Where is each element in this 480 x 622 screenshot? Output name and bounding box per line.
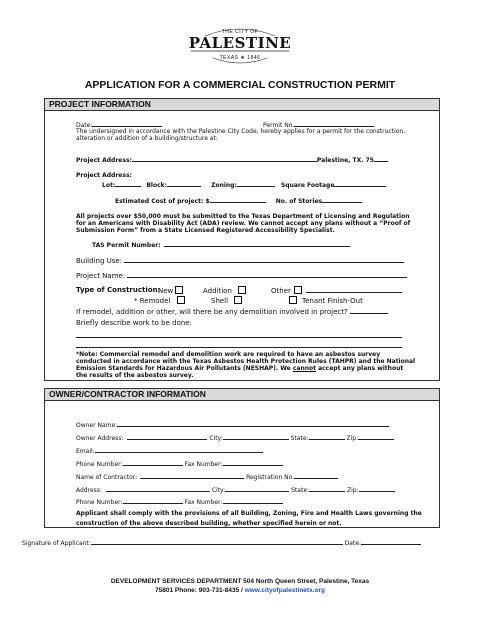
permit-label: Permit No. xyxy=(263,122,295,129)
signature-field[interactable] xyxy=(91,538,343,545)
owner-phone-row xyxy=(76,459,283,468)
construction-type-row xyxy=(76,286,160,294)
owner-fax-label: Fax Number: xyxy=(184,461,223,468)
page-title: APPLICATION FOR A COMMERCIAL CONSTRUCTION PERMIT xyxy=(84,79,396,91)
demolition-question: If remodel, addition or other, will there be any demolition involved in project? xyxy=(76,308,348,316)
type-new[interactable] xyxy=(158,286,183,295)
asbestos-note-part2: accept any plans without the results of the asbestos survey. xyxy=(76,365,404,379)
intro-text: The undersigned in accordance with the Palestine City Code, hereby applies for a permit for the construction, alteration or addition of a building/structure at: xyxy=(76,128,406,142)
owner-name-row xyxy=(76,420,389,429)
footer-line-1: DEVELOPMENT SERVICES DEPARTMENT 504 North Queen Street, Palestine, Texas xyxy=(110,578,370,585)
zip-field[interactable] xyxy=(374,155,388,162)
block-label: Block: xyxy=(146,182,168,189)
owner-fax-field[interactable] xyxy=(223,459,283,466)
contractor-fax-label: Fax Number: xyxy=(184,499,223,506)
owner-section-header: OWNER/CONTRACTOR INFORMATION xyxy=(45,389,439,401)
contractor-field[interactable] xyxy=(140,472,244,479)
sqft-field[interactable] xyxy=(334,180,386,187)
remodel-checkbox[interactable] xyxy=(177,296,185,304)
contractor-address-field[interactable] xyxy=(106,485,210,492)
contractor-state-field[interactable] xyxy=(309,485,345,492)
zoning-field[interactable] xyxy=(237,180,275,187)
owner-state-field[interactable] xyxy=(309,433,345,440)
contractor-city-label: City: xyxy=(211,487,226,494)
tas-row xyxy=(92,240,350,249)
type-remodel[interactable] xyxy=(134,296,185,305)
type-shell-label: Shell xyxy=(211,297,229,305)
contractor-city-field[interactable] xyxy=(225,485,289,492)
owner-phone-label: Phone Number: xyxy=(76,461,123,468)
demolition-field[interactable] xyxy=(350,307,388,314)
addition-checkbox[interactable] xyxy=(238,286,246,294)
type-addition-label: Addition xyxy=(203,287,232,295)
registration-field[interactable] xyxy=(294,472,338,479)
lot-label: Lot: xyxy=(102,182,116,189)
logo-name: PALESTINE xyxy=(188,34,292,52)
contractor-row xyxy=(76,472,338,481)
website-link[interactable]: www.cityofpalestinetx.org xyxy=(244,587,325,594)
date-field[interactable] xyxy=(92,120,162,127)
shell-checkbox[interactable] xyxy=(234,296,242,304)
type-tenant[interactable] xyxy=(289,296,363,305)
logo-top-text: THE CITY OF xyxy=(221,29,259,35)
date-label: Date: xyxy=(76,122,93,129)
owner-address-field[interactable] xyxy=(127,433,207,440)
contractor-phone-field[interactable] xyxy=(123,497,183,504)
signature-label: Signature of Applicant: xyxy=(22,540,91,547)
type-addition[interactable] xyxy=(203,286,246,295)
logo-bottom-text: TEXAS ★ 1846 xyxy=(219,55,261,61)
owner-address-label: Owner Address: xyxy=(76,435,124,442)
other-checkbox[interactable] xyxy=(294,286,302,294)
owner-city-field[interactable] xyxy=(223,433,289,440)
cost-field[interactable] xyxy=(210,196,266,203)
asbestos-note xyxy=(76,351,416,379)
tenant-checkbox[interactable] xyxy=(289,296,297,304)
tdlr-notice: All projects over $50,000 must be submitted to the Texas Department of Licensing and Regulation for an Americans with Disability Act (ADA) review. We cannot accept any plans without a “Proof of Submission Form” from a State Licensed Registered Accessibility Specialist. xyxy=(76,213,411,234)
lot-row xyxy=(102,180,386,189)
sqft-label: Square Footage xyxy=(280,182,335,189)
project-address2-label: Project Address: xyxy=(76,172,132,179)
block-field[interactable] xyxy=(167,180,201,187)
contractor-label: Name of Contractor: xyxy=(76,474,138,481)
owner-address-row xyxy=(76,433,394,442)
contractor-fax-field[interactable] xyxy=(223,497,283,504)
other-field[interactable] xyxy=(306,286,402,293)
project-name-row xyxy=(76,271,407,280)
owner-name-label: Owner Name: xyxy=(76,422,118,429)
tas-label: TAS Permit Number: xyxy=(92,242,161,249)
construction-type-label: Type of Construction: xyxy=(76,286,161,294)
project-name-label: Project Name: xyxy=(76,272,126,280)
permit-field[interactable] xyxy=(294,120,374,127)
stories-field[interactable] xyxy=(322,196,362,203)
type-other-label: Other xyxy=(271,287,291,295)
owner-zip-field[interactable] xyxy=(358,433,394,440)
demolition-row xyxy=(76,307,388,316)
city-logo xyxy=(183,24,297,68)
type-other[interactable] xyxy=(271,286,402,295)
contractor-state-label: State: xyxy=(291,487,310,494)
type-new-label: New xyxy=(158,287,174,295)
lot-field[interactable] xyxy=(115,180,141,187)
owner-name-field[interactable] xyxy=(117,420,389,427)
owner-city-label: City: xyxy=(209,435,223,442)
cost-row xyxy=(115,196,362,205)
project-section-header: PROJECT INFORMATION xyxy=(45,99,439,111)
contractor-address-label: Address: xyxy=(76,487,102,494)
type-tenant-label: Tenant Finish-Out xyxy=(302,297,363,305)
tas-field[interactable] xyxy=(164,240,350,247)
signature-date-field[interactable] xyxy=(361,538,421,545)
type-remodel-label: * Remodel xyxy=(134,297,171,305)
describe-line-2[interactable] xyxy=(76,347,402,348)
address-city: Palestine, TX. 75 xyxy=(316,157,374,164)
building-use-label: Building Use: xyxy=(76,257,123,265)
footer-contact: 75801 Phone: 903-731-8435 / xyxy=(155,587,245,594)
email-field[interactable] xyxy=(95,446,263,453)
zoning-label: Zoning: xyxy=(211,182,237,189)
contractor-address-row xyxy=(76,485,395,494)
registration-label: Registration No. xyxy=(246,474,295,481)
asbestos-note-part1: *Note: Commercial remodel and demolition work are required to have an asbestos survey conducted in accordance with the Texas Asbestos Health Protection Rules (TAHPR) and the National Emission Standards for Hazardous Air Pollutants (NESHAP). We xyxy=(76,351,416,372)
email-label: Email: xyxy=(76,448,95,455)
contractor-zip-field[interactable] xyxy=(359,485,395,492)
signature-row xyxy=(22,538,421,547)
building-use-field[interactable] xyxy=(124,256,404,263)
contractor-phone-label: Phone Number: xyxy=(76,499,123,506)
contractor-zip-label: Zip: xyxy=(346,487,359,494)
type-shell[interactable] xyxy=(211,296,242,305)
describe-line-1[interactable] xyxy=(76,337,402,338)
address-label: Project Address: xyxy=(76,157,132,164)
stories-label: No. of Stories xyxy=(275,198,323,205)
asbestos-cannot: cannot xyxy=(292,365,316,372)
cost-label: Estimated Cost of project: $ xyxy=(115,198,210,205)
owner-state-label: State: xyxy=(290,435,309,442)
contractor-phone-row xyxy=(76,497,283,506)
describe-label: Briefly describe work to be done: xyxy=(76,319,192,327)
owner-contractor-section xyxy=(44,388,440,528)
email-row xyxy=(76,446,263,455)
address-field[interactable] xyxy=(132,155,317,162)
building-use-row xyxy=(76,256,404,265)
owner-zip-label: Zip: xyxy=(346,435,359,442)
owner-phone-field[interactable] xyxy=(123,459,183,466)
address-row xyxy=(76,155,388,164)
signature-date-label: Date: xyxy=(344,540,362,547)
footer-line-2 xyxy=(0,587,480,594)
new-checkbox[interactable] xyxy=(175,286,183,294)
compliance-statement: Applicant shall comply with the provisions of all Building, Zoning, Fire and Health Laws governing the construction of the above described building, whether specified herein or not. xyxy=(76,510,422,527)
project-name-field[interactable] xyxy=(127,271,407,278)
